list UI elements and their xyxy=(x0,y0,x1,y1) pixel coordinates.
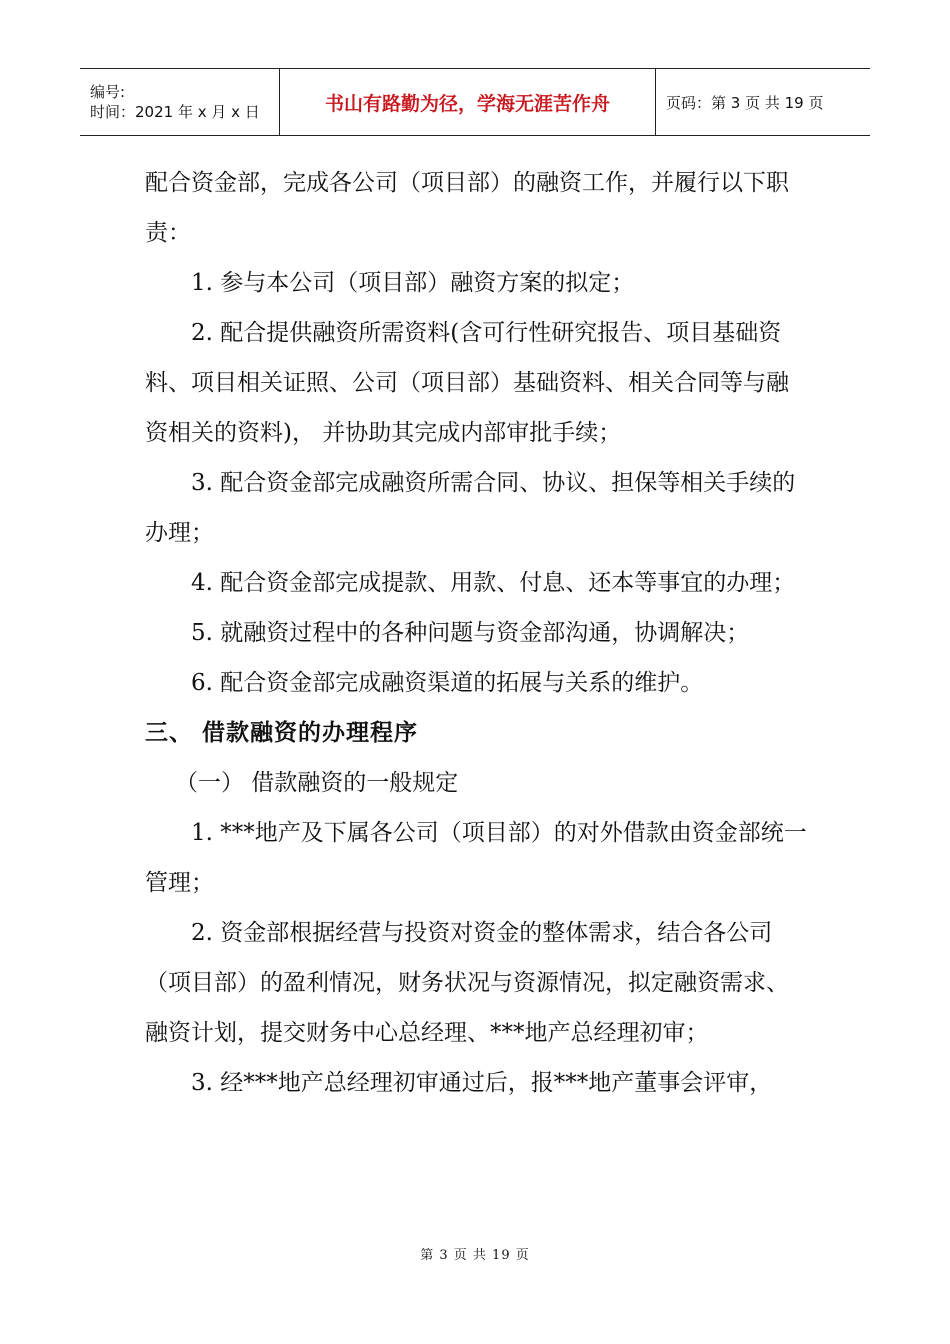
page-footer: 第 3 页 共 19 页 xyxy=(420,1248,530,1263)
list-item: 3. 配合资金部完成融资所需合同、协议、担保等相关手续的办理； xyxy=(145,470,796,546)
list-item: 5. 就融资过程中的各种问题与资金部沟通，协调解决； xyxy=(191,620,750,646)
list-item: 3. 经***地产总经理初审通过后，报***地产董事会评审， xyxy=(191,1070,773,1096)
subsection-heading: （一） 借款融资的一般规定 xyxy=(175,770,459,796)
list-item: 4. 配合资金部完成提款、用款、付息、还本等事宜的办理； xyxy=(191,570,796,596)
list-item: 2. 资金部根据经营与投资对资金的整体需求，结合各公司（项目部）的盈利情况，财务状况与资源情况，拟定融资需求、融资计划，提交财务中心总经理、***地产总经理初审； xyxy=(145,920,789,1046)
header-meta xyxy=(80,69,280,135)
document-number-label: 编号: xyxy=(90,83,126,101)
document-date: 时间：2021 年 x 月 x 日 xyxy=(90,103,260,121)
header-page-info: 页码：第 3 页 共 19 页 xyxy=(666,93,824,112)
list-item: 2. 配合提供融资所需资料(含可行性研究报告、项目基础资料、项目相关证照、公司（项目部）基础资料、相关合同等与融资相关的资料)， 并协助其完成内部审批手续； xyxy=(145,320,789,446)
page-header xyxy=(80,68,870,136)
section-heading: 三、 借款融资的办理程序 xyxy=(145,720,419,746)
paragraph: 配合资金部，完成各公司（项目部）的融资工作，并履行以下职责： xyxy=(145,170,789,246)
list-item: 6. 配合资金部完成融资渠道的拓展与关系的维护。 xyxy=(191,670,704,696)
list-item: 1. ***地产及下属各公司（项目部）的对外借款由资金部统一管理； xyxy=(145,820,807,896)
list-item: 1. 参与本公司（项目部）融资方案的拟定； xyxy=(191,270,635,296)
header-motto: 书山有路勤为径，学海无涯苦作舟 xyxy=(280,69,656,135)
document-body xyxy=(145,158,810,1108)
